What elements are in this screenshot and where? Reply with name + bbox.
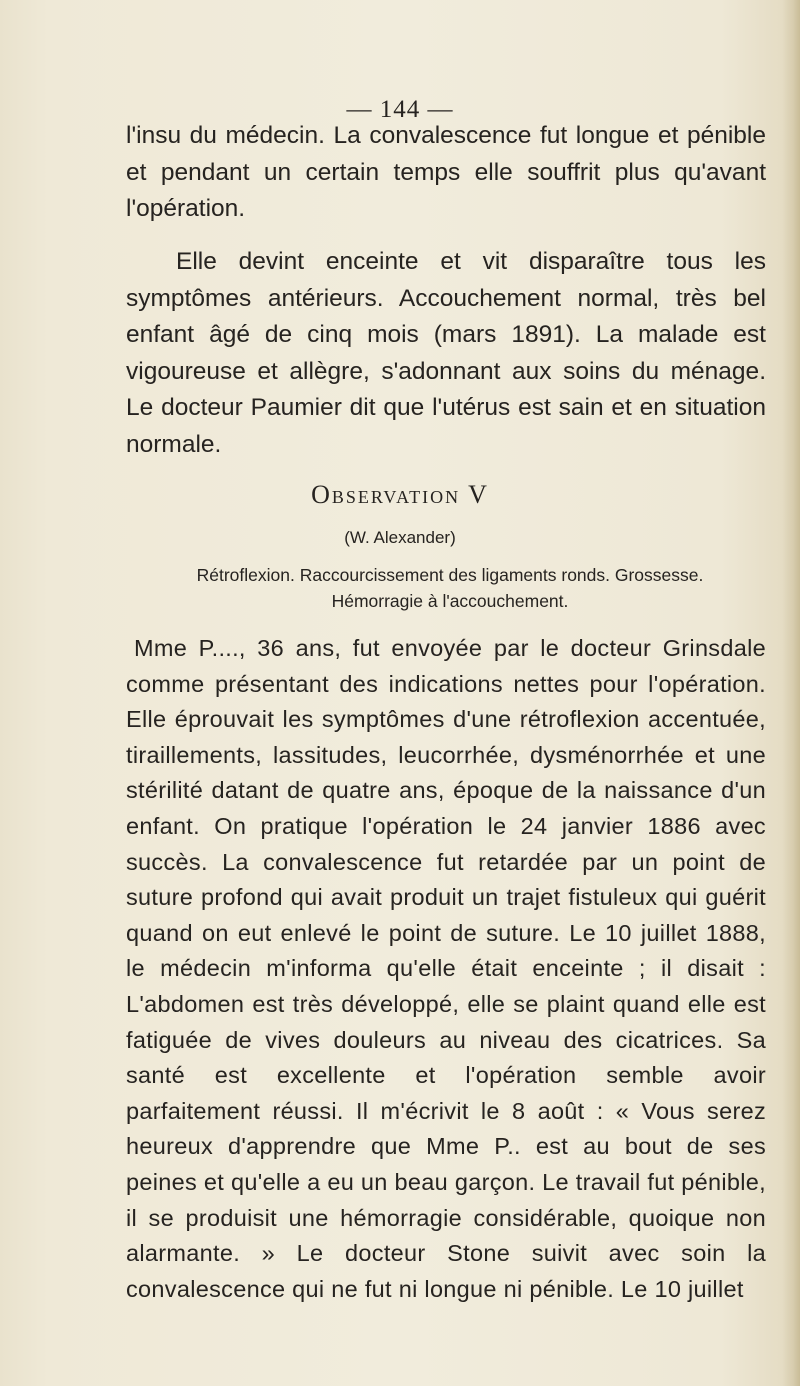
page-number: — 144 — — [346, 96, 454, 123]
paragraph-continuation: l'insu du médecin. La convalescence fut longue et pénible et pendant un certain temps elle souffrit plus qu'avant l'opération. — [126, 122, 766, 222]
paragraph-pregnancy: Elle devint enceinte et vit disparaître tous les symptômes antérieurs. Accouchement normal, très bel enfant âgé de cinq mois (mars 1891). La malade est vigoureuse et allègre, s'adonnant aux soins du ménage. Le docteur Paumier dit que l'utérus est sain et en situation normale. — [126, 248, 766, 458]
observation-author: (W. Alexander) — [344, 528, 456, 547]
observation-summary: Rétroflexion. Raccourcissement des ligaments ronds. Grossesse. Hémorragie à l'accouchement. — [196, 565, 704, 611]
paragraph-case-report: Mme P...., 36 ans, fut envoyée par le docteur Grinsdale comme présentant des indications nettes pour l'opération. Elle éprouvait les symptômes d'une rétroflexion accentuée, tiraillements, lassitudes, leucorrhée, dysménorrhée et une stérilité datant de quatre ans, époque de la naissance d'un enfant. On pratique l'opération le 24 janvier 1886 avec succès. La convalescence fut retardée par un point de suture profond qui avait produit un trajet fistuleux qui guérit quand on eut enlevé le point de suture. Le 10 juillet 1888, le médecin m'informa qu'elle était enceinte ; il disait : L'abdomen est très développé, elle se plaint quand elle est fatiguée de vives douleurs au niveau des cicatrices. Sa santé est excellente et l'opération semble avoir parfaitement réussi. Il m'écrivit le 8 août : « Vous serez heureux d'apprendre que Mme P.. est au bout de ses peines et qu'elle a eu un beau garçon. Le travail fut pénible, il se produisit une hémorragie considérable, quoique non alarmante. » Le docteur Stone suivit avec soin la convalescence qui ne fut ni longue ni pénible. Le 10 juillet — [126, 635, 766, 1302]
page-edge-shadow — [782, 0, 800, 1386]
observation-heading: Observation V — [311, 480, 489, 509]
